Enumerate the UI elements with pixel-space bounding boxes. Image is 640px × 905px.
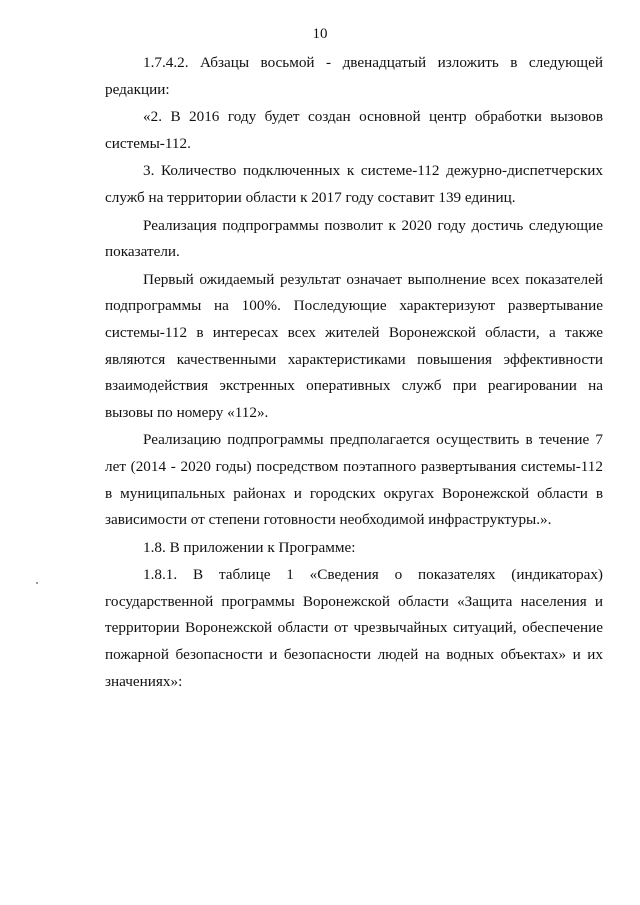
paragraph-item-2: «2. В 2016 году будет создан основной центр обработки вызовов системы-112. bbox=[105, 108, 603, 152]
paragraph-indicators: Реализация подпрограммы позволит к 2020 году достичь следующие показатели. bbox=[105, 216, 603, 261]
paragraph-item-3: 3. Количество подключенных к системе-112 дежурно-диспетчерских служб на территории области к 2017 году составит 139 единиц. bbox=[105, 162, 603, 206]
paragraph-1-8-1: 1.8.1. В таблице 1 «Сведения о показателях (индикаторах) государственной программы Воронежской области «Защита населения и территории Воронежской области от чрезвычайных ситуаций, обеспечение пожарной безопасности и безопасности людей на водных объектах» и их значениях»: bbox=[105, 566, 603, 690]
paragraph-1-8: 1.8. В приложении к Программе: bbox=[143, 538, 356, 556]
paragraph-first-result: Первый ожидаемый результат означает выполнение всех показателей подпрограммы на 100%. Последующие характеризуют развертывание системы-112 в интересах всех жителей Воронежской области, а также являются качественными характеристиками повышения эффективности взаимодействия экстренных оперативных служб при реагировании на вызовы по номеру «112». bbox=[105, 270, 603, 421]
page-number: 10 bbox=[312, 26, 328, 42]
margin-mark bbox=[36, 582, 38, 584]
paragraph-1-7-4-2: 1.7.4.2. Абзацы восьмой - двенадцатый изложить в следующей редакции: bbox=[105, 54, 603, 98]
paragraph-implementation: Реализацию подпрограммы предполагается осуществить в течение 7 лет (2014 - 2020 годы) посредством поэтапного развертывания системы-112 в муниципальных районах и городских округах Воронежской области в зависимости от степени готовности необходимой инфраструктуры.». bbox=[105, 431, 603, 529]
document-body bbox=[105, 50, 603, 696]
